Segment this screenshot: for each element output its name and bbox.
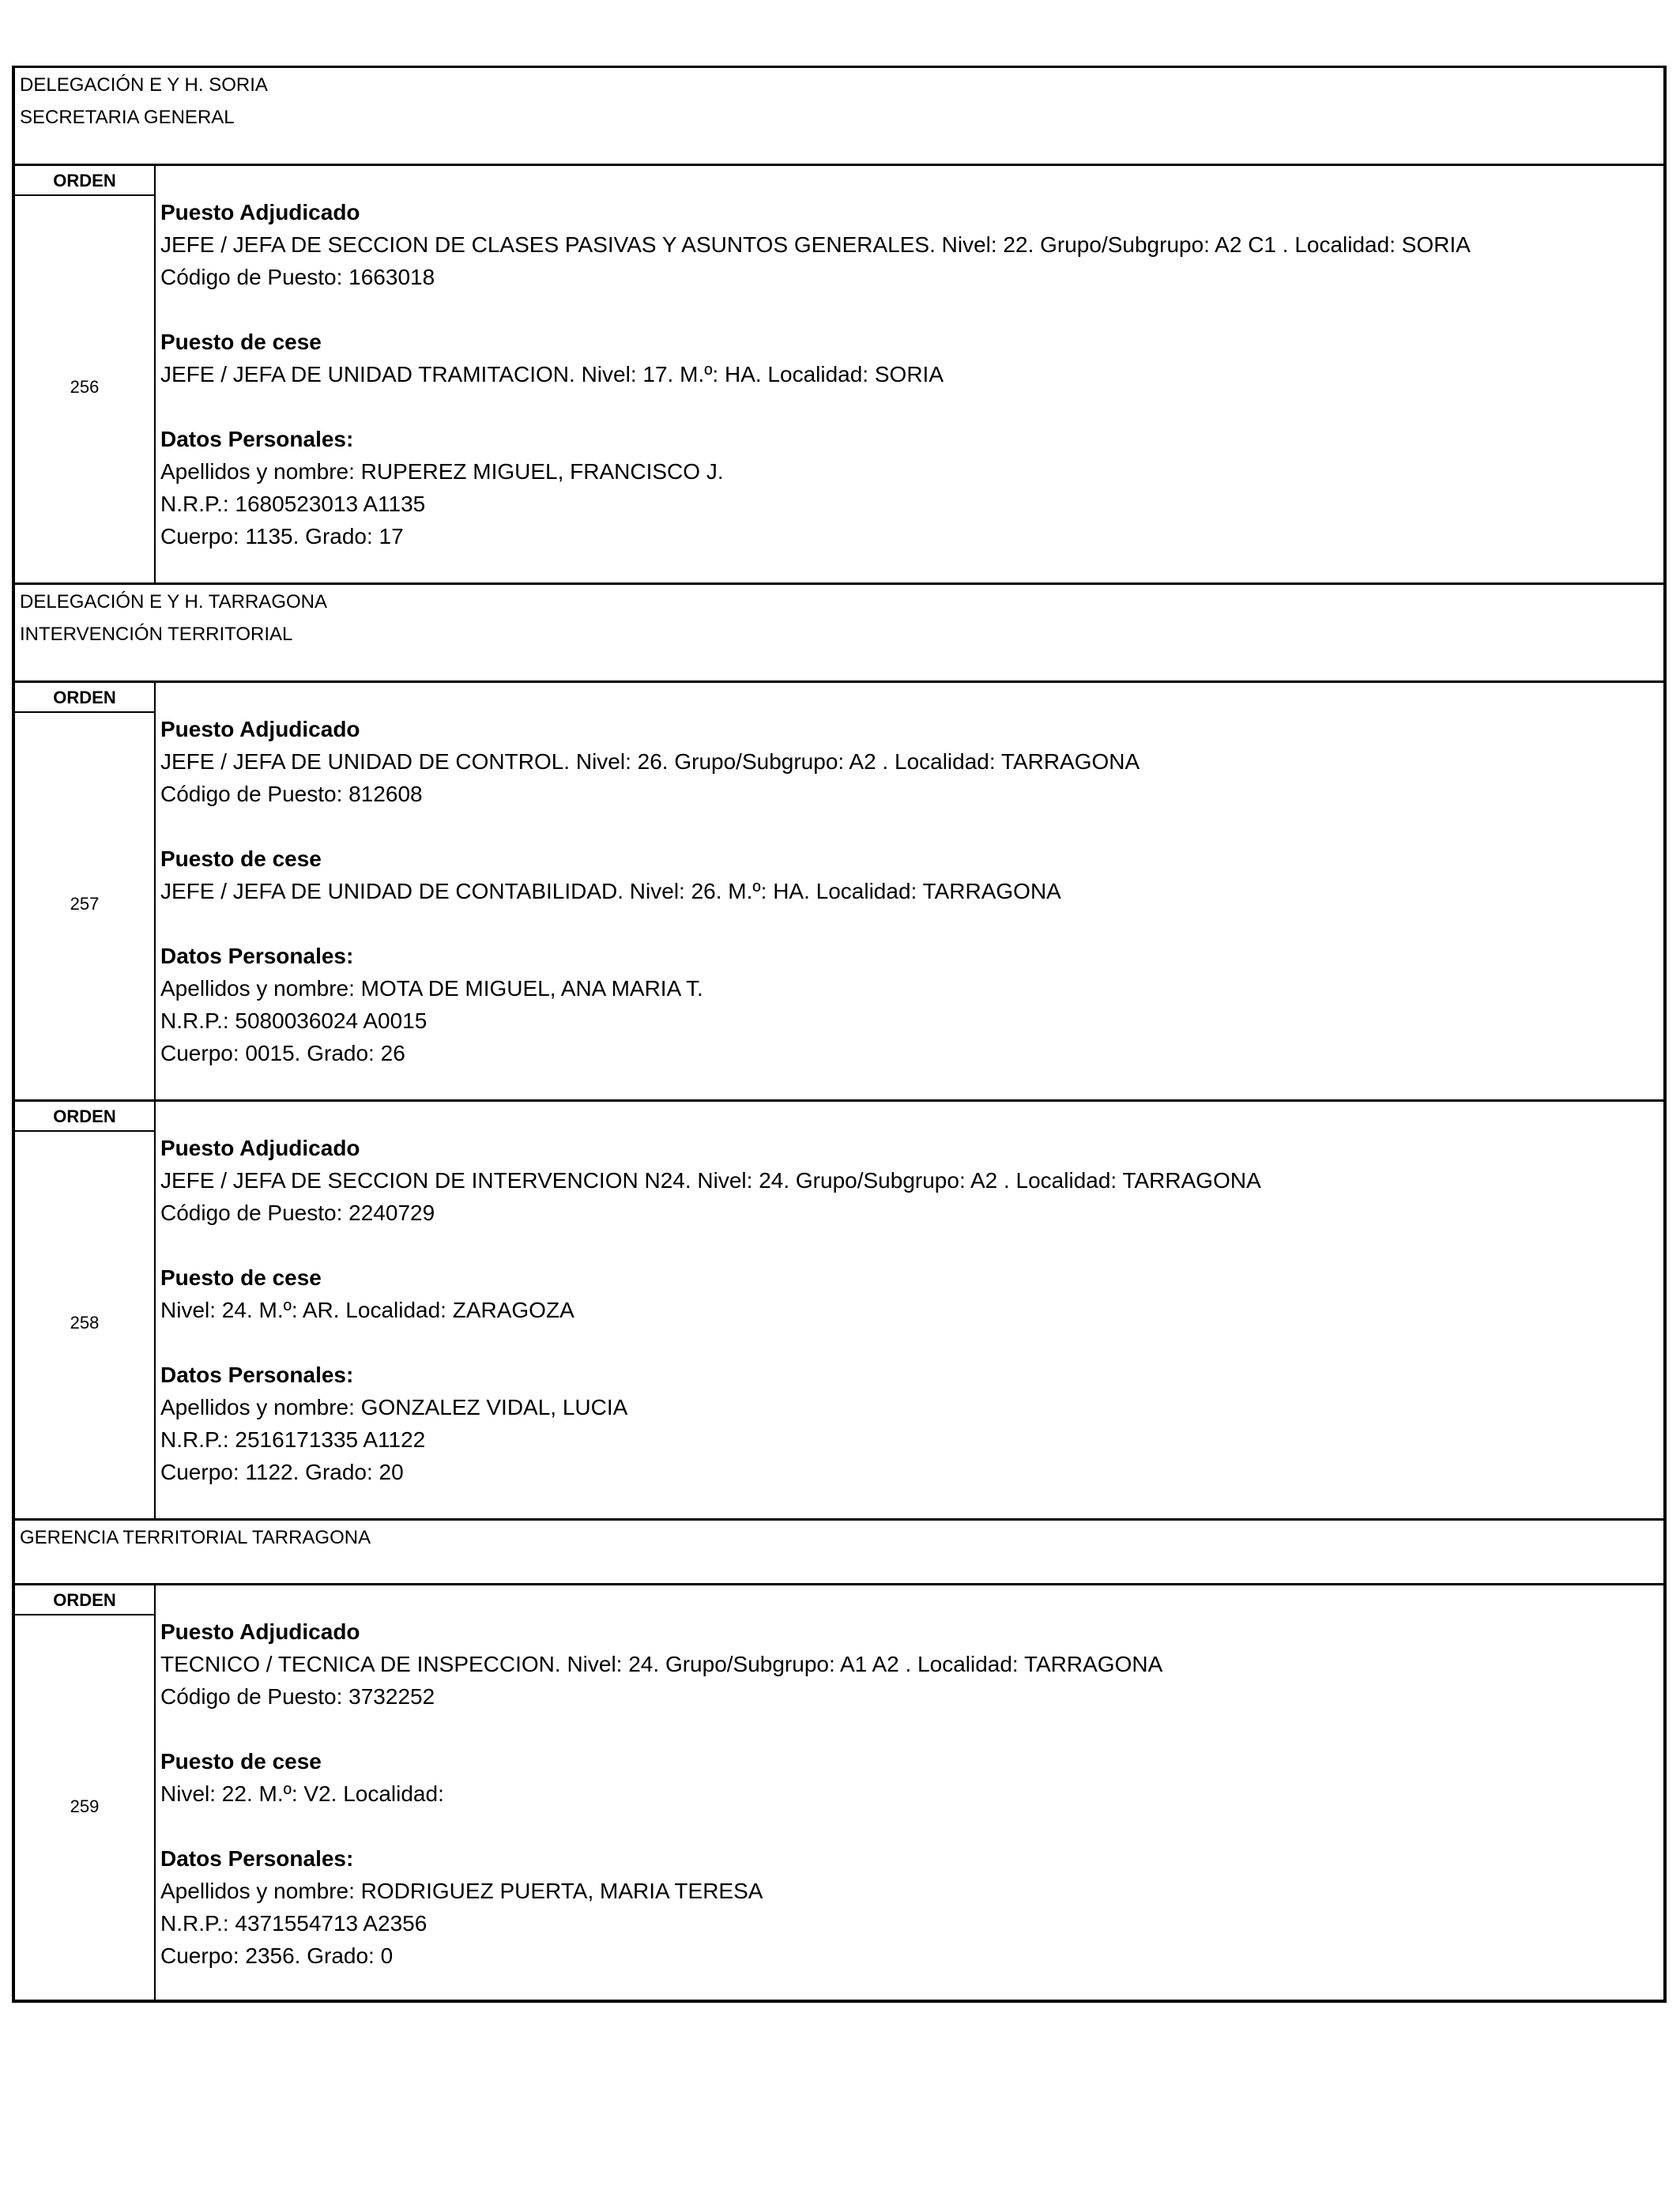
section-header-line: DELEGACIÓN E Y H. TARRAGONA (20, 591, 327, 613)
puesto-cese-heading: Puesto de cese (160, 1749, 322, 1774)
datos-personales-heading: Datos Personales: (160, 427, 354, 451)
puesto-adjudicado-heading: Puesto Adjudicado (160, 1136, 360, 1160)
entry-row (12, 1583, 1667, 2003)
apellidos-nombre: Apellidos y nombre: RUPEREZ MIGUEL, FRANCISCO J. (160, 459, 724, 484)
codigo-puesto: Código de Puesto: 1663018 (160, 265, 435, 289)
orden-number: 256 (70, 377, 100, 397)
cuerpo-grado: Cuerpo: 1122. Grado: 20 (160, 1460, 404, 1484)
section-header-line: GERENCIA TERRITORIAL TARRAGONA (20, 1527, 371, 1548)
puesto-adjudicado-text: JEFE / JEFA DE SECCION DE INTERVENCION N24. Nivel: 24. Grupo/Subgrupo: A2 . Localidad: TARRAGONA (160, 1168, 1261, 1193)
puesto-cese-heading: Puesto de cese (160, 846, 322, 871)
apellidos-nombre: Apellidos y nombre: GONZALEZ VIDAL, LUCIA (160, 1395, 628, 1419)
puesto-cese-text: JEFE / JEFA DE UNIDAD TRAMITACION. Nivel: 17. M.º: HA. Localidad: SORIA (160, 362, 944, 386)
apellidos-nombre: Apellidos y nombre: MOTA DE MIGUEL, ANA MARIA T. (160, 976, 703, 1001)
spacer (160, 293, 1657, 326)
orden-number: 258 (70, 1313, 100, 1333)
section-header (12, 1518, 1667, 1583)
nrp: N.R.P.: 1680523013 A1135 (160, 492, 426, 516)
orden-column (15, 166, 156, 582)
spacer (160, 907, 1657, 940)
orden-number: 257 (70, 894, 100, 914)
spacer (160, 810, 1657, 843)
entry-details (160, 1132, 1657, 1488)
spacer (160, 1713, 1657, 1745)
entry-row (12, 680, 1667, 1099)
puesto-adjudicado-text: TECNICO / TECNICA DE INSPECCION. Nivel: 24. Grupo/Subgrupo: A1 A2 . Localidad: TARRAGONA (160, 1652, 1163, 1676)
orden-number: 259 (70, 1796, 100, 1816)
cuerpo-grado: Cuerpo: 2356. Grado: 0 (160, 1943, 394, 1968)
entry-details (160, 1615, 1657, 1972)
cuerpo-grado: Cuerpo: 0015. Grado: 26 (160, 1041, 405, 1065)
nrp: N.R.P.: 2516171335 A1122 (160, 1427, 426, 1452)
nrp: N.R.P.: 5080036024 A0015 (160, 1008, 428, 1033)
entry-details (160, 713, 1657, 1069)
datos-personales-heading: Datos Personales: (160, 1363, 354, 1387)
spacer (160, 390, 1657, 423)
puesto-cese-heading: Puesto de cese (160, 1265, 322, 1290)
cuerpo-grado: Cuerpo: 1135. Grado: 17 (160, 524, 404, 548)
document-table (12, 66, 1667, 2003)
orden-column (15, 683, 156, 1099)
puesto-adjudicado-text: JEFE / JEFA DE SECCION DE CLASES PASIVAS Y ASUNTOS GENERALES. Nivel: 22. Grupo/Subgrupo: A2 C1 . Localidad: SORIA (160, 232, 1471, 257)
nrp: N.R.P.: 4371554713 A2356 (160, 1911, 428, 1936)
datos-personales-heading: Datos Personales: (160, 944, 354, 968)
datos-personales-heading: Datos Personales: (160, 1846, 354, 1871)
entry-row (12, 1099, 1667, 1518)
entry-row (12, 164, 1667, 582)
orden-label: ORDEN (15, 683, 154, 713)
entry-details (160, 196, 1657, 552)
puesto-adjudicado-text: JEFE / JEFA DE UNIDAD DE CONTROL. Nivel: 26. Grupo/Subgrupo: A2 . Localidad: TARRAGONA (160, 749, 1140, 774)
puesto-cese-heading: Puesto de cese (160, 330, 322, 354)
codigo-puesto: Código de Puesto: 812608 (160, 782, 423, 806)
puesto-adjudicado-heading: Puesto Adjudicado (160, 1619, 360, 1644)
puesto-adjudicado-heading: Puesto Adjudicado (160, 200, 360, 224)
codigo-puesto: Código de Puesto: 3732252 (160, 1684, 435, 1709)
puesto-cese-text: Nivel: 24. M.º: AR. Localidad: ZARAGOZA (160, 1298, 574, 1322)
puesto-cese-text: JEFE / JEFA DE UNIDAD DE CONTABILIDAD. Nivel: 26. M.º: HA. Localidad: TARRAGONA (160, 879, 1061, 903)
orden-label: ORDEN (15, 1102, 154, 1132)
puesto-cese-text: Nivel: 22. M.º: V2. Localidad: (160, 1781, 444, 1806)
spacer (160, 1810, 1657, 1842)
section-header (12, 582, 1667, 680)
orden-label: ORDEN (15, 166, 154, 196)
section-header-line: INTERVENCIÓN TERRITORIAL (20, 624, 293, 645)
codigo-puesto: Código de Puesto: 2240729 (160, 1201, 435, 1225)
apellidos-nombre: Apellidos y nombre: RODRIGUEZ PUERTA, MARIA TERESA (160, 1879, 763, 1903)
orden-label: ORDEN (15, 1585, 154, 1615)
section-header (12, 66, 1667, 164)
spacer (160, 1326, 1657, 1359)
spacer (160, 1229, 1657, 1261)
puesto-adjudicado-heading: Puesto Adjudicado (160, 717, 360, 741)
orden-column (15, 1585, 156, 2000)
orden-column (15, 1102, 156, 1518)
section-header-line: SECRETARIA GENERAL (20, 107, 235, 128)
section-header-line: DELEGACIÓN E Y H. SORIA (20, 74, 268, 96)
